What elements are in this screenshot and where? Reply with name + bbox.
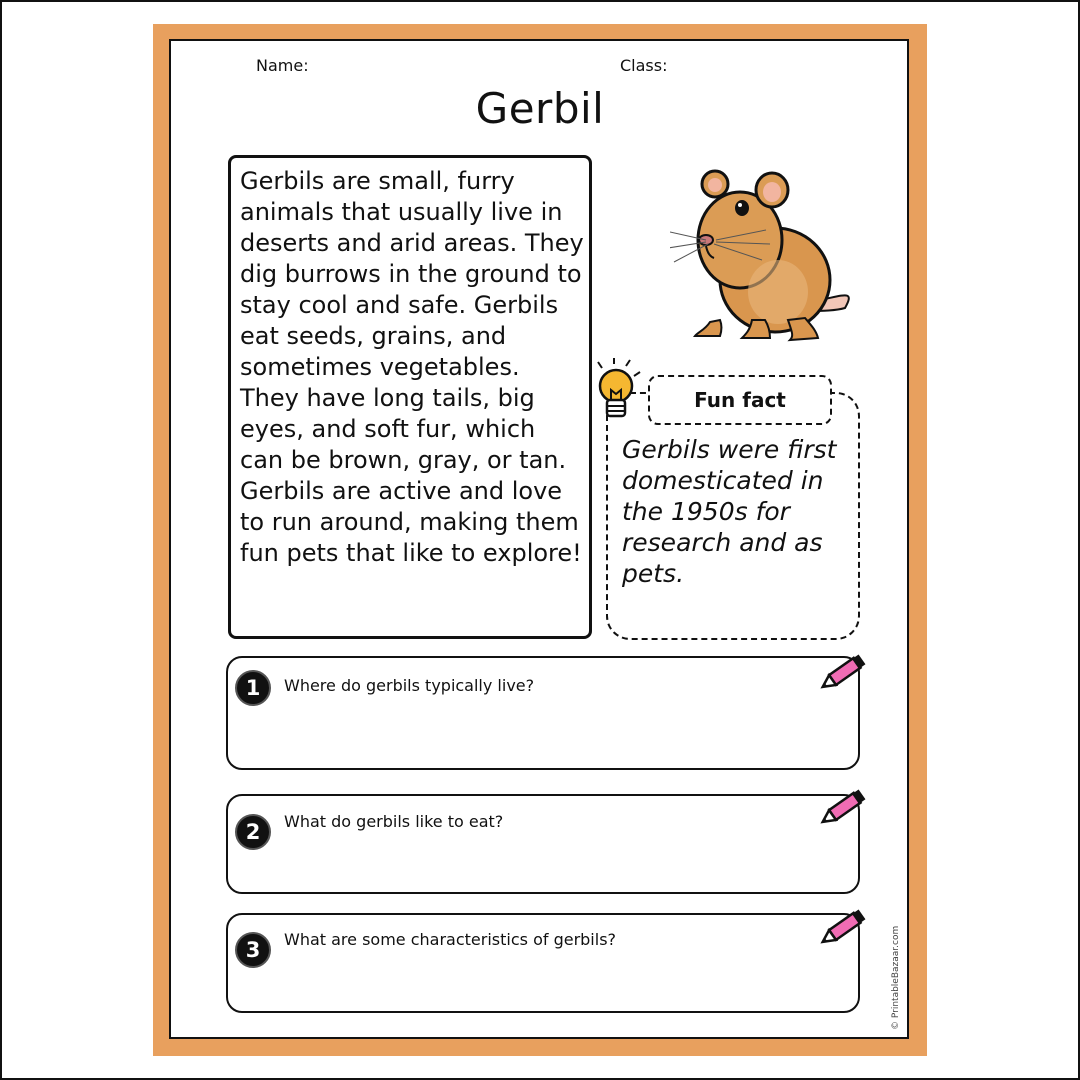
page-title: Gerbil	[475, 84, 605, 133]
lightbulb-icon	[594, 358, 642, 424]
class-label: Class:	[620, 56, 668, 75]
gerbil-illustration	[670, 160, 860, 350]
question-3-text: What are some characteristics of gerbils?	[284, 930, 617, 949]
fun-fact-label: Fun fact	[648, 375, 832, 425]
pencil-icon	[818, 905, 870, 949]
question-1-answer-box[interactable]	[226, 656, 860, 770]
name-label: Name:	[256, 56, 309, 75]
pencil-icon	[818, 650, 870, 694]
question-2-answer-box[interactable]	[226, 794, 860, 894]
question-1-number: 1	[235, 670, 271, 706]
question-3-answer-box[interactable]	[226, 913, 860, 1013]
question-1-text: Where do gerbils typically live?	[284, 676, 535, 695]
watermark: © PrintableBazaar.com	[891, 925, 901, 1030]
pencil-icon	[818, 785, 870, 829]
passage-text: Gerbils are small, furry animals that usually live in deserts and arid areas. They dig burrows in the ground to stay cool and safe. Gerbils eat seeds, grains, and sometimes vegetables. They have long tails, big eyes, and soft fur, which can be brown, gray, or tan. Gerbils are active and love to run around, making them fun pets that like to explore!	[240, 167, 584, 567]
question-3-number: 3	[235, 932, 271, 968]
fun-fact-text: Gerbils were first domesticated in the 1950s for research and as pets.	[622, 435, 837, 588]
question-2-text: What do gerbils like to eat?	[284, 812, 504, 831]
question-2-number: 2	[235, 814, 271, 850]
